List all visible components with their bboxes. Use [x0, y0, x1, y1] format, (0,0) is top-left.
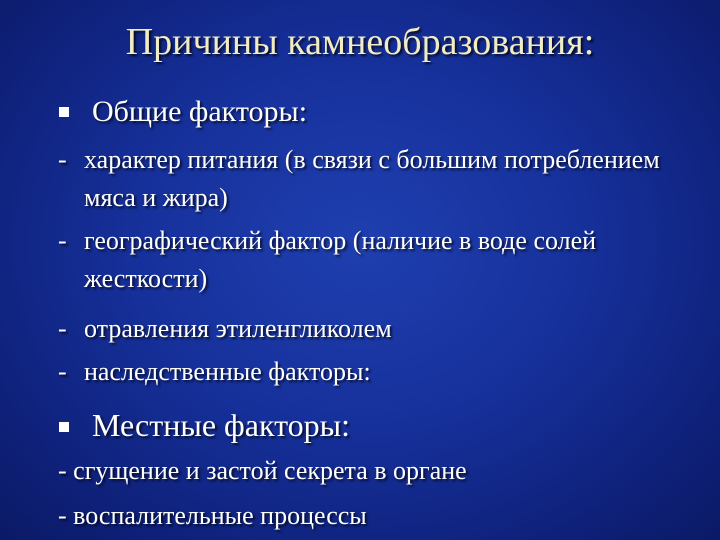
dash-marker: - — [58, 314, 67, 343]
list-item: - сгущение и застой секрета в органе — [58, 456, 467, 485]
list-item — [58, 141, 718, 217]
general-factors-heading: Общие факторы: — [92, 95, 308, 128]
list-item-text: наследственные факторы: — [84, 357, 371, 386]
list-item-text: отравления этиленгликолем — [84, 314, 392, 343]
dash-marker: - — [58, 357, 67, 386]
list-item: - воспалительные процессы — [58, 501, 367, 530]
list-item — [58, 310, 718, 348]
list-item — [58, 353, 718, 391]
local-factors-row — [0, 404, 720, 444]
slide-title: Причины камнеобразования: — [125, 21, 595, 63]
square-bullet-icon — [59, 422, 69, 432]
list-item-text: географический фактор (наличие в воде солей жесткости) — [84, 226, 597, 293]
list-item-text: характер питания (в связи с большим потреблением мяса и жира) — [84, 145, 660, 212]
dash-marker: - — [58, 145, 67, 174]
square-bullet-icon — [59, 107, 69, 117]
general-factors-row — [0, 92, 720, 132]
dash-marker: - — [58, 226, 67, 255]
list-item — [58, 222, 718, 298]
local-factors-heading: Местные факторы: — [92, 407, 351, 443]
